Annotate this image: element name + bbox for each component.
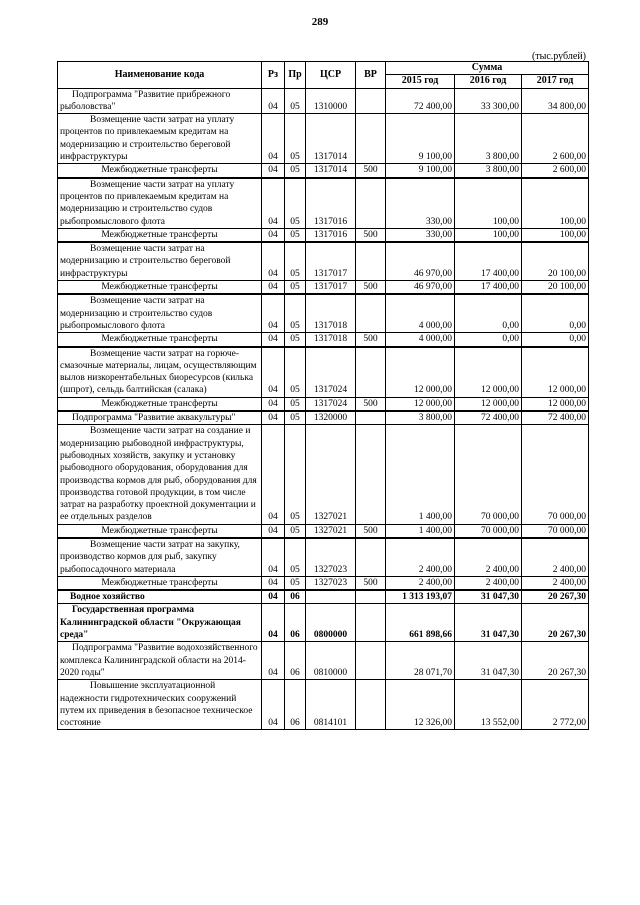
cell-csr: 1327023: [306, 576, 356, 590]
cell-vr: [356, 425, 386, 524]
cell-pr: 05: [285, 88, 306, 114]
cell-vr: [356, 347, 386, 398]
cell-s2015: 661 898,66: [386, 604, 455, 642]
units-label: (тыс.рублей): [531, 51, 586, 62]
table-row: [58, 164, 589, 178]
cell-rz: 04: [262, 642, 285, 680]
table-row: [58, 114, 589, 164]
cell-s2016: 100,00: [455, 178, 522, 229]
cell-s2016: 0,00: [455, 333, 522, 347]
cell-s2016: 70 000,00: [455, 524, 522, 538]
table-row: [58, 347, 589, 398]
cell-pr: 06: [285, 642, 306, 680]
header-2015: 2015 год: [386, 75, 455, 88]
cell-pr: 06: [285, 604, 306, 642]
header-2016: 2016 год: [455, 75, 522, 88]
cell-vr: 500: [356, 281, 386, 295]
cell-name: Возмещение части затрат на закупку, производство кормов для рыб, закупку рыбопосадочного материала: [58, 538, 262, 576]
cell-vr: 500: [356, 397, 386, 411]
cell-s2015: 1 313 193,07: [386, 590, 455, 604]
cell-s2016: 31 047,30: [455, 604, 522, 642]
cell-csr: 0800000: [306, 604, 356, 642]
cell-vr: [356, 114, 386, 164]
cell-vr: 500: [356, 576, 386, 590]
cell-vr: [356, 178, 386, 229]
cell-pr: 06: [285, 680, 306, 730]
cell-s2016: 12 000,00: [455, 397, 522, 411]
cell-s2017: 0,00: [522, 333, 589, 347]
cell-s2015: 12 326,00: [386, 680, 455, 730]
cell-csr: 1317017: [306, 281, 356, 295]
cell-s2016: 0,00: [455, 294, 522, 332]
cell-csr: 1317016: [306, 178, 356, 229]
cell-rz: 04: [262, 538, 285, 576]
cell-s2017: 2 600,00: [522, 164, 589, 178]
cell-s2016: 31 047,30: [455, 642, 522, 680]
cell-vr: [356, 680, 386, 730]
cell-s2016: 12 000,00: [455, 347, 522, 398]
cell-s2017: 2 772,00: [522, 680, 589, 730]
cell-csr: 0814101: [306, 680, 356, 730]
cell-csr: 1317024: [306, 397, 356, 411]
cell-s2015: 28 071,70: [386, 642, 455, 680]
cell-s2017: 20 267,30: [522, 642, 589, 680]
cell-rz: 04: [262, 333, 285, 347]
cell-rz: 04: [262, 524, 285, 538]
cell-rz: 04: [262, 228, 285, 242]
cell-s2016: 2 400,00: [455, 576, 522, 590]
cell-s2017: 20 267,30: [522, 604, 589, 642]
cell-s2017: 2 400,00: [522, 538, 589, 576]
table-row: [58, 294, 589, 332]
cell-s2016: 13 552,00: [455, 680, 522, 730]
cell-s2015: 12 000,00: [386, 397, 455, 411]
cell-vr: 500: [356, 164, 386, 178]
cell-s2015: 1 400,00: [386, 524, 455, 538]
cell-csr: 1317014: [306, 164, 356, 178]
cell-rz: 04: [262, 294, 285, 332]
cell-name: Межбюджетные трансферты: [58, 524, 262, 538]
cell-csr: 1317018: [306, 294, 356, 332]
header-2017: 2017 год: [522, 75, 589, 88]
cell-vr: 500: [356, 228, 386, 242]
cell-s2015: 2 400,00: [386, 538, 455, 576]
cell-name: Межбюджетные трансферты: [58, 281, 262, 295]
cell-s2017: 20 267,30: [522, 590, 589, 604]
cell-name: Возмещение части затрат на горюче-смазочные материалы, лицам, осуществляющим вылов низкорентабельных биоресурсов (килька (шпрот), сельдь балтийская (салака): [58, 347, 262, 398]
cell-name: Межбюджетные трансферты: [58, 333, 262, 347]
cell-name: Возмещение части затрат на уплату процентов по привлекаемым кредитам на модернизацию и строительство судов рыбопромыслового флота: [58, 178, 262, 229]
cell-s2015: 46 970,00: [386, 242, 455, 280]
cell-csr: 1320000: [306, 411, 356, 425]
cell-csr: 1327021: [306, 425, 356, 524]
header-pr: Пр: [285, 62, 306, 89]
cell-csr: 1327023: [306, 538, 356, 576]
cell-s2015: 3 800,00: [386, 411, 455, 425]
cell-vr: [356, 642, 386, 680]
cell-pr: 05: [285, 425, 306, 524]
cell-s2015: 12 000,00: [386, 347, 455, 398]
table-row: [58, 281, 589, 295]
cell-csr: 0810000: [306, 642, 356, 680]
cell-name: Водное хозяйство: [58, 590, 262, 604]
cell-s2015: 2 400,00: [386, 576, 455, 590]
cell-pr: 05: [285, 576, 306, 590]
cell-rz: 04: [262, 242, 285, 280]
cell-rz: 04: [262, 88, 285, 114]
table-header: [58, 62, 589, 89]
table-row: [58, 524, 589, 538]
cell-s2016: 17 400,00: [455, 281, 522, 295]
header-sum: Сумма: [386, 62, 589, 75]
cell-csr: 1317014: [306, 114, 356, 164]
cell-s2017: 34 800,00: [522, 88, 589, 114]
cell-pr: 05: [285, 347, 306, 398]
table-row: [58, 576, 589, 590]
cell-rz: 04: [262, 178, 285, 229]
cell-s2016: 33 300,00: [455, 88, 522, 114]
cell-name: Подпрограмма "Развитие аквакультуры": [58, 411, 262, 425]
cell-pr: 05: [285, 397, 306, 411]
cell-rz: 04: [262, 114, 285, 164]
cell-name: Государственная программа Калининградской области "Окружающая среда": [58, 604, 262, 642]
cell-name: Возмещение части затрат на создание и модернизацию рыбоводной инфраструктуры, рыбоводных хозяйств, закупку и установку рыбоводного оборудования, оборудования для производства кормов для рыб, оборудования для производства готовой продукции, в том числе затрат на разработку проектной документации и ее отдельных разделов: [58, 425, 262, 524]
cell-s2016: 70 000,00: [455, 425, 522, 524]
cell-s2017: 12 000,00: [522, 397, 589, 411]
cell-s2017: 2 600,00: [522, 114, 589, 164]
cell-s2017: 70 000,00: [522, 425, 589, 524]
table-row: [58, 397, 589, 411]
cell-s2017: 70 000,00: [522, 524, 589, 538]
cell-pr: 05: [285, 333, 306, 347]
cell-pr: 05: [285, 281, 306, 295]
cell-csr: 1310000: [306, 88, 356, 114]
cell-rz: 04: [262, 411, 285, 425]
budget-table: [57, 61, 589, 730]
cell-rz: 04: [262, 425, 285, 524]
cell-s2017: 20 100,00: [522, 242, 589, 280]
cell-pr: 05: [285, 524, 306, 538]
cell-s2017: 12 000,00: [522, 347, 589, 398]
table-row: [58, 88, 589, 114]
cell-s2015: 1 400,00: [386, 425, 455, 524]
cell-s2016: 31 047,30: [455, 590, 522, 604]
cell-csr: [306, 590, 356, 604]
table-row: [58, 333, 589, 347]
cell-vr: [356, 88, 386, 114]
cell-vr: [356, 538, 386, 576]
cell-s2016: 72 400,00: [455, 411, 522, 425]
cell-s2016: 3 800,00: [455, 114, 522, 164]
cell-name: Возмещение части затрат на модернизацию и строительство береговой инфраструктуры: [58, 242, 262, 280]
cell-name: Межбюджетные трансферты: [58, 576, 262, 590]
cell-s2015: 46 970,00: [386, 281, 455, 295]
cell-pr: 05: [285, 228, 306, 242]
table-row: [58, 642, 589, 680]
cell-vr: [356, 294, 386, 332]
cell-pr: 05: [285, 538, 306, 576]
header-vr: ВР: [356, 62, 386, 89]
cell-rz: 04: [262, 347, 285, 398]
cell-s2015: 330,00: [386, 178, 455, 229]
cell-s2016: 100,00: [455, 228, 522, 242]
table-row: [58, 425, 589, 524]
table-row: [58, 538, 589, 576]
header-rz: Рз: [262, 62, 285, 89]
cell-rz: 04: [262, 576, 285, 590]
table-row: [58, 604, 589, 642]
cell-s2017: 100,00: [522, 178, 589, 229]
header-name: Наименование кода: [58, 62, 262, 89]
cell-vr: 500: [356, 524, 386, 538]
cell-name: Межбюджетные трансферты: [58, 397, 262, 411]
cell-vr: [356, 242, 386, 280]
cell-s2015: 9 100,00: [386, 164, 455, 178]
cell-csr: 1317016: [306, 228, 356, 242]
table-row: [58, 178, 589, 229]
cell-rz: 04: [262, 680, 285, 730]
table-body: [58, 88, 589, 730]
cell-s2015: 72 400,00: [386, 88, 455, 114]
cell-rz: 04: [262, 590, 285, 604]
cell-rz: 04: [262, 164, 285, 178]
table-row: [58, 242, 589, 280]
cell-csr: 1317018: [306, 333, 356, 347]
cell-pr: 05: [285, 242, 306, 280]
cell-pr: 06: [285, 590, 306, 604]
cell-name: Подпрограмма "Развитие водохозяйственного комплекса Калининградской области на 2014-2020 годы": [58, 642, 262, 680]
cell-pr: 05: [285, 114, 306, 164]
cell-name: Подпрограмма "Развитие прибрежного рыболовства": [58, 88, 262, 114]
cell-s2016: 17 400,00: [455, 242, 522, 280]
cell-s2015: 330,00: [386, 228, 455, 242]
cell-s2016: 2 400,00: [455, 538, 522, 576]
cell-csr: 1317024: [306, 347, 356, 398]
cell-s2017: 0,00: [522, 294, 589, 332]
cell-rz: 04: [262, 281, 285, 295]
table-row: [58, 590, 589, 604]
cell-s2015: 9 100,00: [386, 114, 455, 164]
cell-s2015: 4 000,00: [386, 294, 455, 332]
cell-vr: 500: [356, 333, 386, 347]
cell-pr: 05: [285, 411, 306, 425]
cell-name: Повышение эксплуатационной надежности гидротехнических сооружений путем их приведения в безопасное техническое состояние: [58, 680, 262, 730]
cell-s2017: 100,00: [522, 228, 589, 242]
cell-name: Возмещение части затрат на модернизацию и строительство судов рыбопромыслового флота: [58, 294, 262, 332]
cell-name: Возмещение части затрат на уплату процентов по привлекаемым кредитам на модернизацию и строительство береговой инфраструктуры: [58, 114, 262, 164]
cell-csr: 1327021: [306, 524, 356, 538]
cell-s2015: 4 000,00: [386, 333, 455, 347]
cell-s2017: 2 400,00: [522, 576, 589, 590]
table-row: [58, 228, 589, 242]
cell-pr: 05: [285, 164, 306, 178]
cell-rz: 04: [262, 604, 285, 642]
cell-rz: 04: [262, 397, 285, 411]
cell-csr: 1317017: [306, 242, 356, 280]
cell-name: Межбюджетные трансферты: [58, 228, 262, 242]
cell-vr: [356, 604, 386, 642]
cell-pr: 05: [285, 178, 306, 229]
table-row: [58, 680, 589, 730]
header-csr: ЦСР: [306, 62, 356, 89]
cell-s2016: 3 800,00: [455, 164, 522, 178]
cell-vr: [356, 411, 386, 425]
cell-s2017: 72 400,00: [522, 411, 589, 425]
cell-vr: [356, 590, 386, 604]
table-row: [58, 411, 589, 425]
page-number: 289: [311, 16, 329, 28]
cell-name: Межбюджетные трансферты: [58, 164, 262, 178]
cell-s2017: 20 100,00: [522, 281, 589, 295]
cell-pr: 05: [285, 294, 306, 332]
